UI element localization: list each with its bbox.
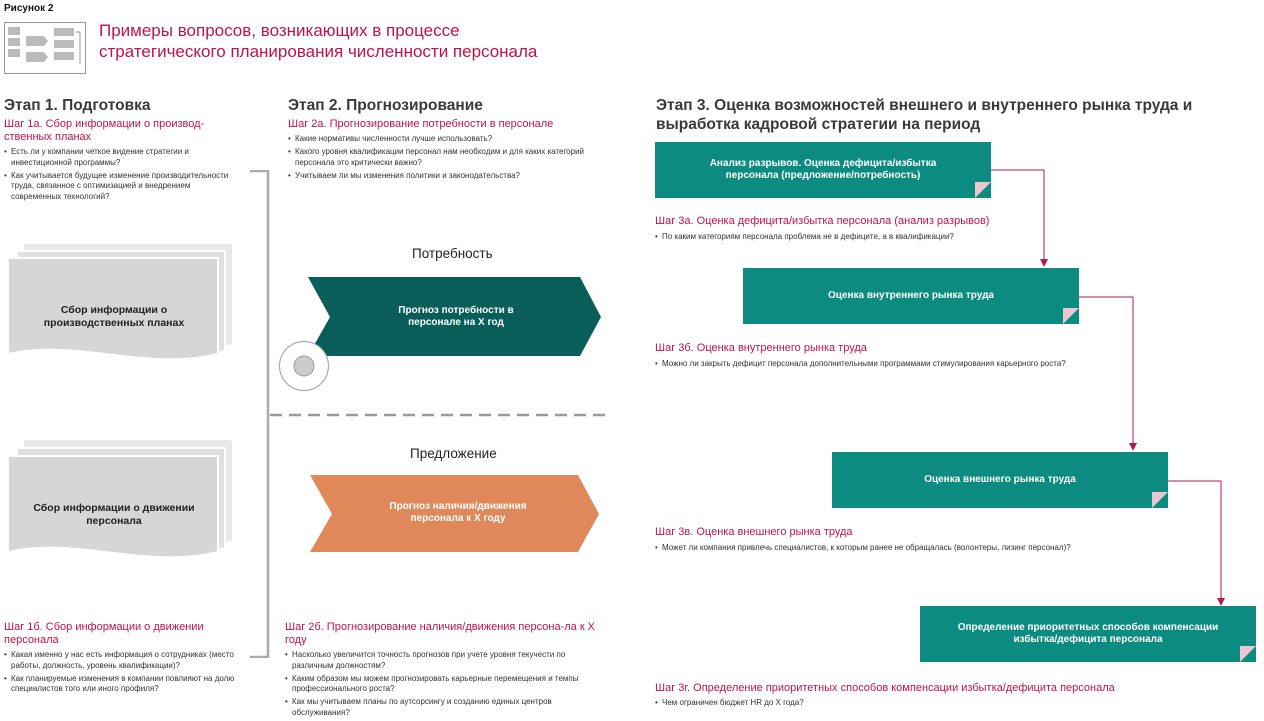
supply-label: Предложение [410, 446, 497, 461]
page-title: Примеры вопросов, возникающих в процессе стратегического планирования численности персонала [99, 21, 538, 61]
question-item: • Чем ограничен бюджет HR до X года? [655, 698, 1175, 709]
question-item: • Насколько увеличится точность прогнозов при учете уровня текучести по различным должностям? [285, 650, 605, 671]
question-item: • Учитываем ли мы изменения политики и законодательства? [288, 171, 604, 182]
external-market-label: Оценка внешнего рынка труда [924, 474, 1076, 485]
gap-analysis-box [655, 142, 991, 198]
step3a-questions [655, 232, 1175, 245]
demand-arrow-label: Прогноз потребности в персонале на X год [398, 305, 514, 328]
fold-corner [1240, 646, 1256, 662]
question-item: • По каким категориям персонала проблема не в дефиците, а в квалификации? [655, 232, 1175, 243]
question-item: • Как планируемые изменения в компании повлияют на долю специалистов того или иного профиля? [4, 674, 248, 695]
question-item: • Можно ли закрыть дефицит персонала дополнительными программами стимулирования карьерного роста? [655, 359, 1075, 370]
step2b-title: Шаг 2б. Прогнозирование наличия/движения персона-ла к X году [285, 621, 596, 646]
internal-market-box [743, 268, 1079, 324]
doc2-label: Сбор информации о движении персонала [33, 502, 195, 527]
question-item: • Как мы учитываем планы по аутсорсингу и созданию единых центров обслуживания? [285, 697, 605, 718]
supply-arrow-label: Прогноз наличия/движения персонала к X году [389, 501, 527, 524]
step3c-questions [655, 543, 1175, 556]
question-item: • Может ли компания привлечь специалистов, к которым ранее не обращалась (волонтеры, лизинг персонал)? [655, 543, 1175, 554]
fold-corner [975, 182, 991, 198]
doc1-label: Сбор информации о производственных планах [43, 304, 185, 329]
gap-analysis-label: Анализ разрывов. Оценка дефицита/избытка персонала (предложение/потребность) [709, 158, 937, 181]
step3a-title: Шаг 3а. Оценка дефицита/избытка персонала (анализ разрывов) [655, 215, 990, 227]
step3b-title: Шаг 3б. Оценка внутреннего рынка труда [655, 342, 867, 354]
priority-methods-label: Определение приоритетных способов компенсации избытка/дефицита персонала [957, 622, 1219, 645]
figure-label: Рисунок 2 [4, 3, 54, 14]
external-market-box [832, 452, 1168, 508]
priority-methods-box [920, 606, 1256, 662]
stage1-title: Этап 1. Подготовка [4, 97, 151, 114]
step2a-title: Шаг 2а. Прогнозирование потребности в персонале [288, 118, 554, 130]
question-item: • Какие нормативы численности лучше использовать? [288, 134, 604, 145]
step3b-questions [655, 359, 1075, 372]
stage3-title: Этап 3. Оценка возможностей внешнего и внутреннего рынка труда и выработка кадровой стратегии на период [656, 97, 1193, 133]
internal-market-label: Оценка внутреннего рынка труда [827, 290, 994, 301]
step1b-title: Шаг 1б. Сбор информации о движении персонала [4, 621, 204, 646]
fold-corner [1152, 492, 1168, 508]
step3d-title: Шаг 3г. Определение приоритетных способов компенсации избытка/дефицита персонала [655, 682, 1115, 694]
question-item: • Каким образом мы можем прогнозировать карьерные перемещения и темпы профессионального роста? [285, 674, 605, 695]
question-item: • Какого уровня квалификации персонал нам необходим и для каких категорий персонала это критически важно? [288, 147, 604, 168]
step3c-title: Шаг 3в. Оценка внешнего рынка труда [655, 526, 853, 538]
fold-corner [1063, 308, 1079, 324]
step1a-title: Шаг 1а. Сбор информации о производ-ственных планах [4, 118, 205, 143]
step3d-questions [655, 698, 1175, 711]
demand-label: Потребность [412, 246, 493, 261]
question-item: • Есть ли у компании четкое видение стратегии и инвестиционной программы? [4, 147, 232, 168]
stage2-title: Этап 2. Прогнозирование [288, 97, 483, 114]
question-item: • Как учитывается будущее изменение производительности труда, связанное с оптимизацией и внедрением современных технологий? [4, 171, 232, 203]
question-item: • Какая именно у нас есть информация о сотрудниках (место работы, должность, уровень квалификации)? [4, 650, 248, 671]
